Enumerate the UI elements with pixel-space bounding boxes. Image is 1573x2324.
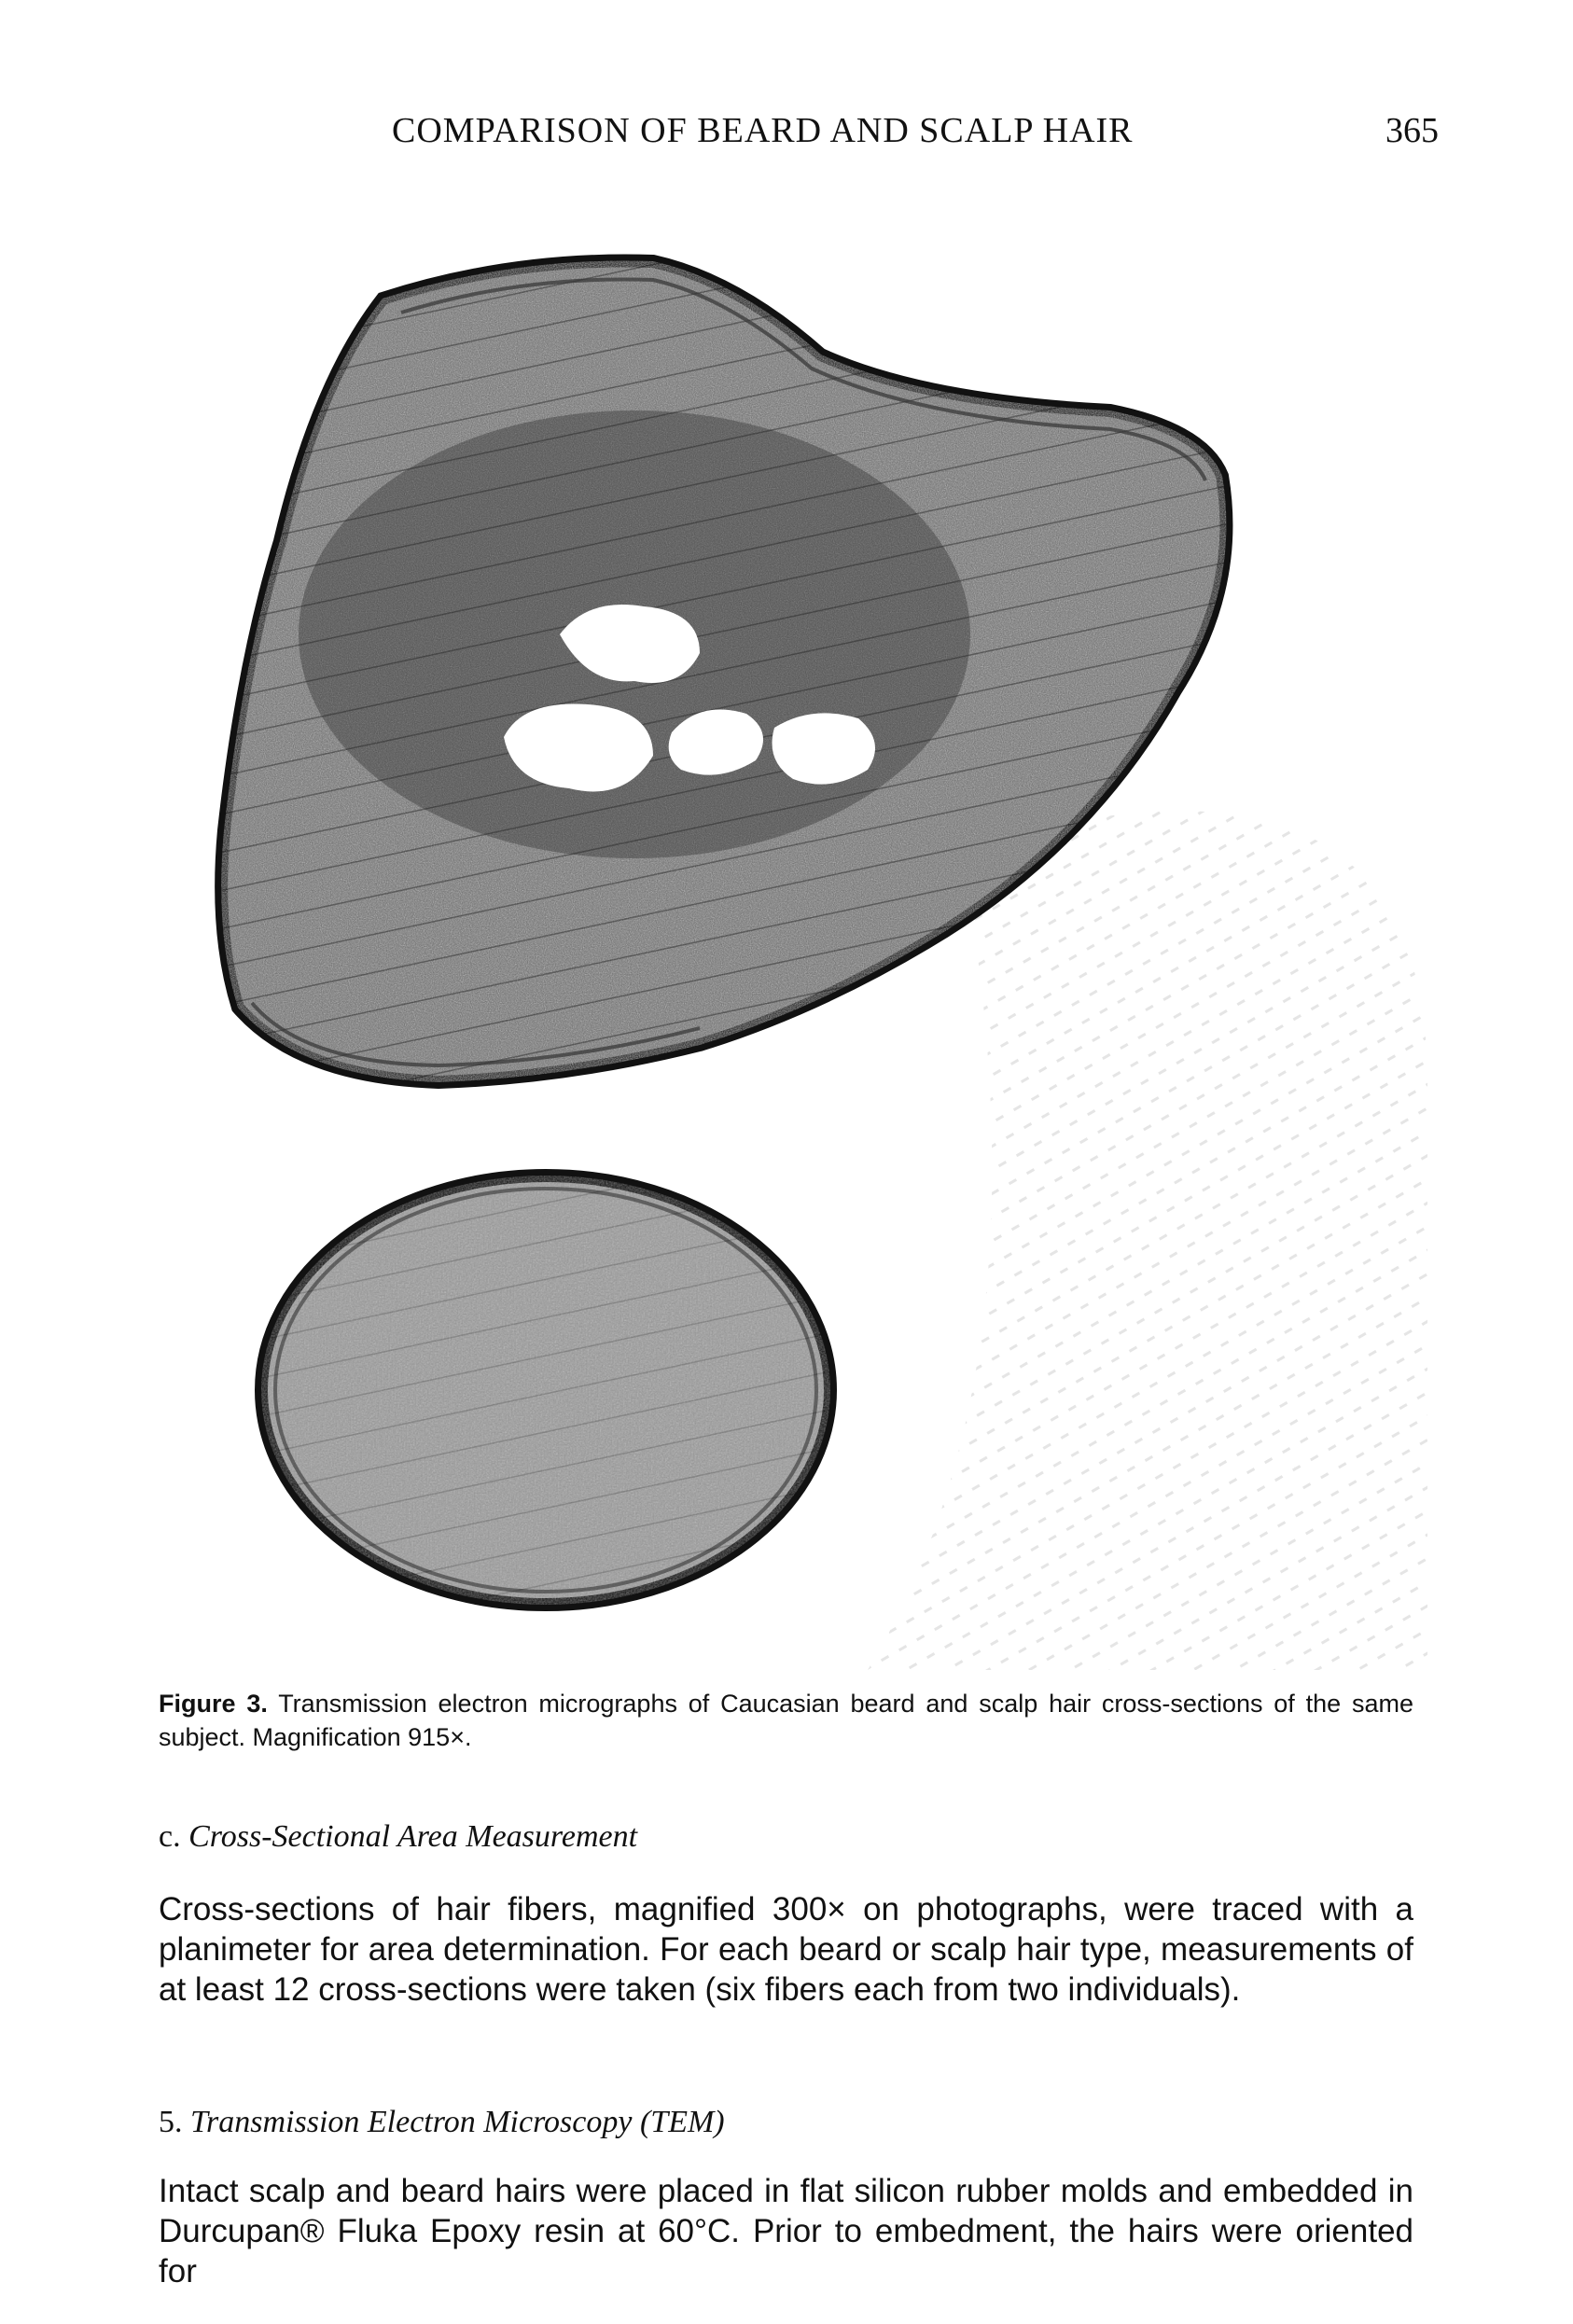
figure-caption: [159, 1687, 1413, 1754]
micrograph-image: [215, 243, 1437, 1670]
scalp-cross-section: [261, 1176, 830, 1605]
background-texture: [868, 811, 1427, 1670]
subsection-heading-c: [159, 1819, 637, 1855]
paragraph-tem: Intact scalp and beard hairs were placed in flat silicon rubber molds and embedded in Durcupan® Fluka Epoxy resin at 60°C. Prior to embedment, the hairs were oriented for: [159, 2173, 1413, 2289]
running-title: COMPARISON OF BEARD AND SCALP HAIR: [392, 111, 1134, 150]
medulla-void: [773, 713, 876, 784]
subsection-title: Cross-Sectional Area Measurement: [188, 1819, 638, 1854]
figure-3-micrograph: [215, 243, 1437, 1670]
section-heading-5: [159, 2105, 725, 2140]
figure-caption-text: Transmission electron micrographs of Caucasian beard and scalp hair cross-sections of the same subject. Magnification 915×.: [159, 1690, 1413, 1751]
section-title: Transmission Electron Microscopy (TEM): [190, 2105, 725, 2139]
subsection-marker: c.: [159, 1819, 181, 1854]
figure-label: Figure 3.: [159, 1690, 268, 1718]
page-number: 365: [1385, 111, 1439, 150]
section-marker: 5.: [159, 2105, 183, 2139]
paragraph-cross-sectional-area: Cross-sections of hair fibers, magnified 300× on photographs, were traced with a planimeter for area determination. For each beard or scalp hair type, measurements of at least 12 cross-sections were taken (six fibers each from two individuals).: [159, 1891, 1413, 2008]
